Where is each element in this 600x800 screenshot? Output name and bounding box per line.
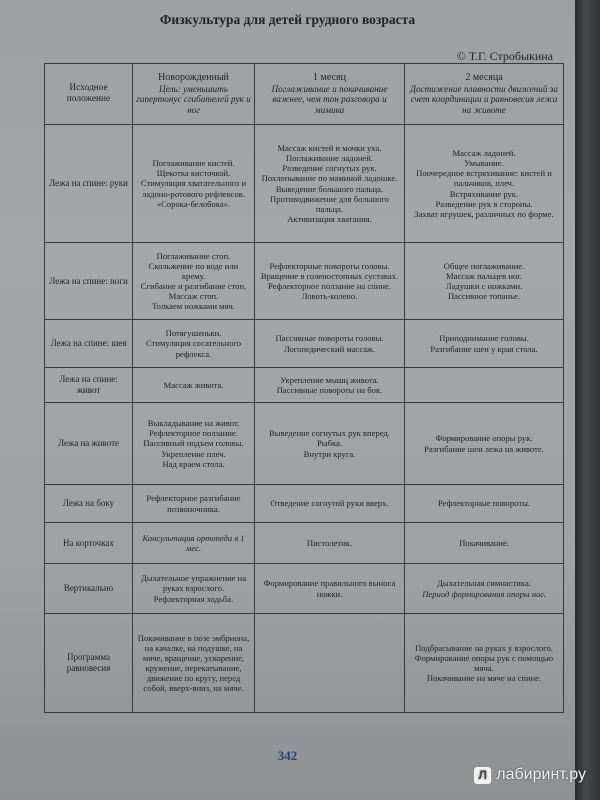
table-cell: [133, 403, 255, 485]
table-cell: [255, 403, 405, 485]
table-cell: [133, 614, 255, 713]
cell-text: Формирование правильного выноса ножки.: [263, 578, 396, 599]
cell-text: Покачивание в позе эмбриона, на качалке, на подушке, на мяче, вращение, ускорение, кружение, перекатывание, движение по кругу, перед собой, вверх-вниз, на мяче.: [137, 632, 250, 694]
row-label: Вертикально: [45, 564, 133, 614]
header-month-1: [255, 64, 405, 125]
cell-text: Поглаживание стоп.: [156, 250, 231, 261]
table-cell: [405, 243, 564, 320]
cell-text: Пассивное топанье.: [447, 291, 521, 302]
cell-text: Массаж пальцев ног.: [445, 270, 522, 281]
cell-text: Консультация ортопеда в 1 мес.: [142, 532, 245, 553]
table-cell: [133, 320, 255, 368]
table-cell: [255, 320, 405, 368]
table-row: [45, 564, 564, 614]
cell-text: Дыхательная гимнастика.: [437, 578, 531, 589]
cell-text: Поглаживание кистей.: [152, 158, 235, 169]
cell-text: Покачивание.: [459, 537, 509, 548]
header-main: Новорожденный: [158, 71, 229, 83]
cell-text: Рефлекторное ползание на спине.: [268, 281, 391, 291]
cell-text: Разведение согнутых рук.: [282, 163, 377, 174]
cell-text: Массаж живота.: [163, 379, 224, 390]
table-row: [45, 403, 564, 485]
cell-text: Потягушеньки.: [165, 328, 222, 339]
cell-text: Общее поглаживание.: [443, 260, 525, 271]
cell-text: Поглаживание ладоней.: [285, 153, 374, 164]
table-cell: [405, 523, 564, 564]
table-cell: [255, 243, 405, 320]
table-cell: [405, 320, 564, 368]
cell-text: Формирование опоры рук с помощью мяча.: [414, 652, 554, 673]
table-cell: [133, 485, 255, 523]
cell-text: Активизация хватания.: [287, 213, 372, 224]
table-row: [45, 523, 564, 564]
exercise-table: [44, 63, 564, 713]
header-newborn: [133, 64, 255, 125]
cell-text: Массаж кистей и мочки уха.: [277, 142, 382, 153]
cell-text: Приподнимание головы.: [439, 333, 529, 344]
cell-text: Внутри круга.: [303, 448, 356, 459]
header-goal: Цель: уменьшить гипертонус сгибателей рук и ног: [136, 83, 251, 116]
cell-text: Скольжение по воде или крему.: [148, 260, 239, 281]
cell-text: Массаж ладоней.: [452, 148, 516, 158]
cell-text: Пассивный подъем головы.: [143, 438, 244, 449]
cell-text: Стимуляция хватательного и ладоно-ротового рефлексов.: [140, 178, 247, 199]
header-month-2: [405, 64, 564, 125]
table-cell: [255, 485, 405, 523]
table-cell: [133, 368, 255, 403]
cell-text: Рефлекторные повороты головы.: [269, 260, 390, 271]
table-cell: [405, 564, 564, 614]
cell-text: Поочередное встряхивание: кистей и пальчиков, плеч.: [416, 168, 552, 189]
cell-text: Период формирования опоры ног.: [422, 588, 546, 599]
table-cell: [405, 485, 564, 523]
cell-text: Пассивные повороты на бок.: [276, 385, 383, 395]
cell-text: Рефлекторное ползание.: [149, 428, 238, 439]
table-row: [45, 243, 564, 320]
cell-text: Выведение большого пальца.: [275, 183, 384, 194]
cell-text: Рефлекторное разгибание позвоночника.: [146, 493, 241, 514]
table-row: [45, 125, 564, 243]
table-cell: [255, 368, 405, 403]
author-credit: © Т.Г. Стробыкина: [456, 49, 553, 63]
cell-text: Пистолетик.: [306, 537, 353, 548]
cell-text: Отведение согнутой руки вверх.: [270, 498, 389, 509]
table-row: [45, 485, 564, 523]
row-label: Программа равновесия: [45, 614, 133, 713]
cell-text: Стимуляция сосательного рефлекса.: [146, 338, 241, 359]
cell-text: Пассивные повороты головы.: [275, 333, 384, 344]
page-title: Физкультура для детей грудного возраста: [159, 12, 416, 27]
header-goal: Достижение плавности движений за счет координации и равновесия лежа на животе: [410, 83, 558, 116]
table-cell: [405, 403, 564, 485]
cell-text: Покачивание на мяче на спине.: [426, 673, 542, 684]
cell-text: Выведение согнутых рук вперед.: [269, 428, 390, 439]
cell-text: Подбрасывание на руках у взрослого.: [415, 642, 553, 653]
cell-text: Сгибание и разгибание стоп.: [140, 281, 247, 291]
cell-text: Рыбка.: [317, 438, 342, 449]
cell-text: Захват игрушек, различных по форме.: [414, 208, 554, 219]
row-label: Лежа на спине: шея: [45, 320, 133, 368]
header-main: 2 месяца: [465, 71, 503, 83]
cell-text: Логопедический массаж.: [283, 343, 376, 354]
header-main: 1 месяц: [313, 71, 346, 83]
row-label: Лежа на спине: руки: [45, 125, 133, 243]
row-label: Лежа на боку: [45, 485, 133, 523]
cell-text: Дыхательное упражнение на руках взрослого.: [140, 573, 247, 594]
row-label: На корточках: [45, 523, 133, 564]
table-cell: [133, 125, 255, 243]
cell-text: Противодвижение для большого пальца.: [270, 193, 389, 214]
cell-text: Выкладывание на живот.: [147, 418, 240, 429]
book-edge: [575, 0, 600, 800]
table-cell: [255, 523, 405, 564]
row-label: Лежа на спине: ноги: [45, 243, 133, 320]
row-label: Лежа на животе: [45, 403, 133, 485]
cell-text: Формирование опоры рук.: [435, 433, 533, 444]
header-goal: Поглаживание и покачивание важнее, чем тон разговора и мимика: [271, 83, 388, 116]
cell-text: Вращение в голеностопных суставах.: [260, 270, 399, 281]
table-cell: [133, 523, 255, 564]
table-cell: [133, 243, 255, 320]
cell-text: «Сорока-белобока».: [156, 198, 231, 209]
table-cell: [405, 368, 564, 403]
watermark: [474, 766, 586, 784]
table-cell: [405, 125, 564, 243]
table-cell: [405, 614, 564, 713]
cell-text: Умывание.: [464, 158, 504, 169]
header-position: [45, 64, 133, 125]
cell-text: Над краем стола.: [162, 458, 225, 469]
cell-text: Укрепление плеч.: [161, 448, 226, 459]
cell-text: Разгибание шеи у края стола.: [430, 343, 538, 354]
row-label: Лежа на спине: живот: [45, 368, 133, 403]
cell-text: Рефлекторная ходьба.: [153, 593, 234, 604]
cell-text: Ладушки с ножками.: [445, 281, 523, 291]
cell-text: Разгибание шеи лежа на животе.: [424, 443, 544, 454]
table-cell: [133, 564, 255, 614]
table-row: [45, 368, 564, 403]
header-main: Исходное положение: [66, 82, 111, 104]
watermark-text: лабиринт.ру: [496, 766, 586, 783]
cell-text: Рефлекторные повороты.: [437, 498, 531, 509]
cell-text: Встряхивание рук.: [449, 188, 519, 199]
table-cell: [255, 614, 405, 713]
table-row: [45, 614, 564, 713]
labirint-logo-icon: Л: [474, 767, 491, 784]
table-cell: [255, 564, 405, 614]
cell-text: Щекотка кисточкой.: [156, 168, 231, 179]
cell-text: Разведение рук в стороны.: [435, 198, 533, 209]
table-header-row: [45, 64, 564, 125]
page-number: 342: [277, 748, 298, 763]
table-cell: [255, 125, 405, 243]
cell-text: Укрепление мышц живота.: [280, 374, 379, 385]
cell-text: Толкаем ножками мяч.: [152, 301, 235, 312]
cell-text: Похлопывание по маминой ладошке.: [261, 173, 398, 184]
cell-text: Массаж стоп.: [168, 291, 219, 302]
table-row: [45, 320, 564, 368]
cell-text: Ловоть-колено.: [301, 291, 358, 302]
